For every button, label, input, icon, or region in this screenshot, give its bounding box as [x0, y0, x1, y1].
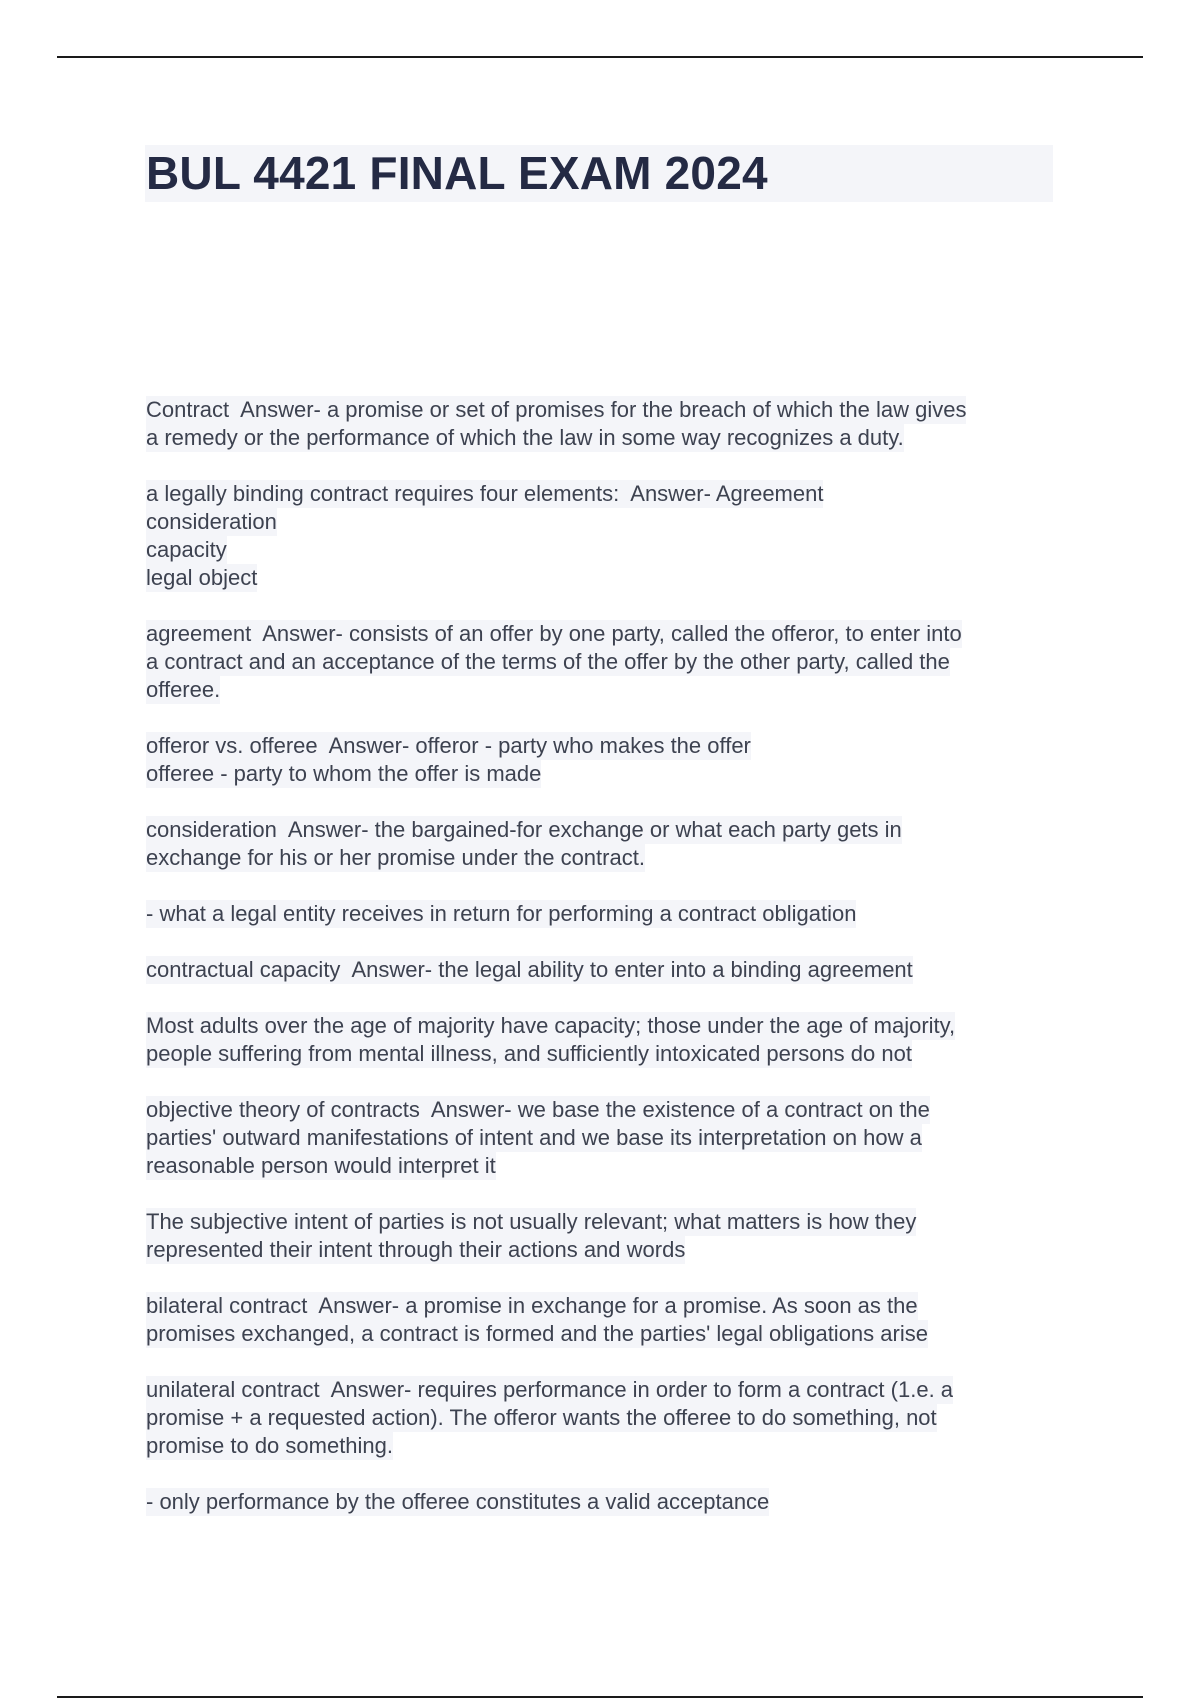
entry-text-line: contractual capacity Answer- the legal ability to enter into a binding agreement	[146, 957, 913, 982]
qa-entry	[146, 1096, 1066, 1180]
entry-text-line: agreement Answer- consists of an offer by one party, called the offeror, to enter into	[146, 621, 962, 646]
top-rule	[57, 56, 1143, 58]
entry-text-line: capacity	[146, 537, 227, 562]
qa-entry	[146, 816, 1066, 872]
entry-text-line: - what a legal entity receives in return for performing a contract obligation	[146, 901, 857, 926]
qa-entry	[146, 1488, 1066, 1516]
entry-text-line: a legally binding contract requires four elements: Answer- Agreement	[146, 481, 824, 506]
entry-text-line: a remedy or the performance of which the law in some way recognizes a duty.	[146, 425, 904, 450]
entry-text-line: legal object	[146, 565, 258, 590]
entry-text-line: objective theory of contracts Answer- we base the existence of a contract on the	[146, 1097, 930, 1122]
entry-text-line: Most adults over the age of majority have capacity; those under the age of majority,	[146, 1013, 956, 1038]
entry-text-line: parties' outward manifestations of intent and we base its interpretation on how a	[146, 1125, 922, 1150]
qa-entry	[146, 900, 1066, 928]
qa-entry	[146, 1208, 1066, 1264]
qa-entry	[146, 1376, 1066, 1460]
qa-entry	[146, 732, 1066, 788]
entry-text-line: unilateral contract Answer- requires performance in order to form a contract (1.e. a	[146, 1377, 954, 1402]
entry-text-line: promises exchanged, a contract is formed and the parties' legal obligations arise	[146, 1321, 928, 1346]
qa-entry	[146, 1012, 1066, 1068]
qa-entry	[146, 956, 1066, 984]
qa-entry	[146, 1292, 1066, 1348]
entry-text-line: Contract Answer- a promise or set of promises for the breach of which the law gives	[146, 397, 967, 422]
entry-text-line: reasonable person would interpret it	[146, 1153, 496, 1178]
entry-text-line: promise + a requested action). The offeror wants the offeree to do something, not	[146, 1405, 937, 1430]
entry-text-line: exchange for his or her promise under the contract.	[146, 845, 645, 870]
bottom-rule	[57, 1696, 1143, 1698]
entry-text-line: people suffering from mental illness, and sufficiently intoxicated persons do not	[146, 1041, 912, 1066]
qa-entry	[146, 480, 1066, 592]
entry-text-line: promise to do something.	[146, 1433, 394, 1458]
document-body	[146, 396, 1066, 1544]
entry-text-line: consideration Answer- the bargained-for exchange or what each party gets in	[146, 817, 902, 842]
entry-text-line: offeror vs. offeree Answer- offeror - party who makes the offer	[146, 733, 751, 758]
entry-text-line: bilateral contract Answer- a promise in exchange for a promise. As soon as the	[146, 1293, 918, 1318]
entry-text-line: offeree - party to whom the offer is made	[146, 761, 542, 786]
qa-entry	[146, 396, 1066, 452]
entry-text-line: The subjective intent of parties is not usually relevant; what matters is how they	[146, 1209, 917, 1234]
document-title: BUL 4421 FINAL EXAM 2024	[146, 147, 768, 199]
entry-text-line: offeree.	[146, 677, 221, 702]
entry-text-line: represented their intent through their actions and words	[146, 1237, 686, 1262]
qa-entry	[146, 620, 1066, 704]
entry-text-line: a contract and an acceptance of the terms of the offer by the other party, called the	[146, 649, 950, 674]
entry-text-line: - only performance by the offeree constitutes a valid acceptance	[146, 1489, 770, 1514]
entry-text-line: consideration	[146, 509, 277, 534]
